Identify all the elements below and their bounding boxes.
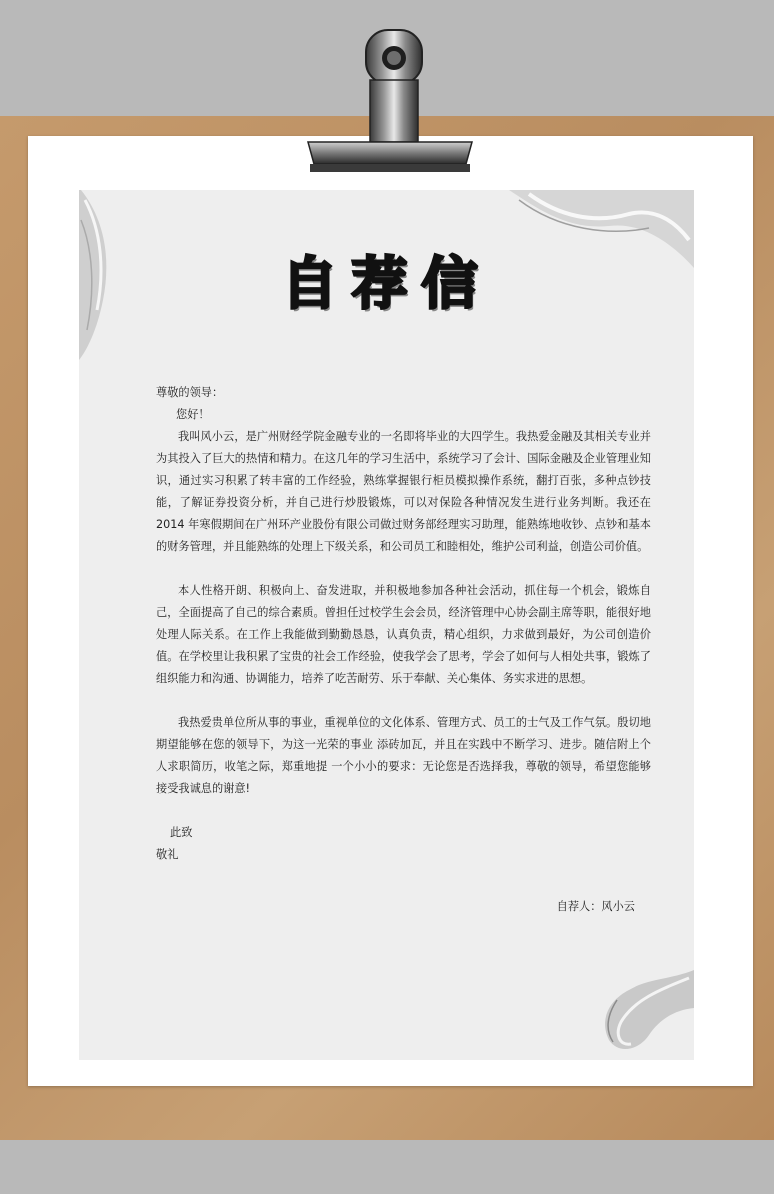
closing-phrase: 此致 [170,826,193,839]
page-title: 自荐信 [281,252,492,317]
letter-background [79,190,694,1060]
greeting: 您好！ [176,408,210,421]
letter-paragraph: 我叫风小云，是广州财经学院金融专业的一名即将毕业的大四学生。我热爱金融及其相关专业并为其投入了巨大的热情和精力。在这几年的学习生活中，系统学习了会计、国际金融及企业管理业知识，通过实习积累了转丰富的工作经验，熟练掌握银行柜员模拟操作系统，翻打百张，多种点钞技能，了解证券投资分析，并自己进行炒股锻炼，可以对保险各种情况发生进行业务判断。我还在 2014 年寒假期间在广州环产业股份有限公司做过财务部经理实习助理，能熟练地收钞、点钞和基本的财务管理，并且能熟练的处理上下级关系，和公司员工和睦相处，维护公司利益，创造公司价值。 [156,430,651,553]
letter-paragraph: 本人性格开朗、积极向上、奋发进取，并积极地参加各种社会活动，抓住每一个机会，锻炼自己，全面提高了自己的综合素质。曾担任过校学生会会员，经济管理中心协会副主席等职，能很好地处理人际关系。在工作上我能做到勤勤恳恳，认真负责，精心组织，力求做到最好，为公司创造价值。在学校里让我积累了宝贵的社会工作经验，使我学会了思考，学会了如何与人相处共事，锻炼了组织能力和沟通、协调能力，培养了吃苦耐劳、乐于奉献、关心集体、务实求进的思想。 [156,584,651,685]
binder-clip-icon [300,24,480,180]
salutation: 尊敬的领导： [156,386,224,399]
ink-smoke-bottom-right-decoration [589,970,694,1060]
closing-regards: 敬礼 [156,848,179,861]
letter-paragraph: 我热爱贵单位所从事的事业，重视单位的文化体系、管理方式、员工的士气及工作气氛。殷切地期望能够在您的领导下，为这一光荣的事业 添砖加瓦，并且在实践中不断学习、进步。随信附上个人求职简历，收笔之际，郑重地提 一个小小的要求：无论您是否选择我，尊敬的领导，希望您能够接受我诚息的谢意! [156,716,651,795]
letter-body [156,382,651,918]
signature: 自荐人：风小云 [556,900,635,913]
